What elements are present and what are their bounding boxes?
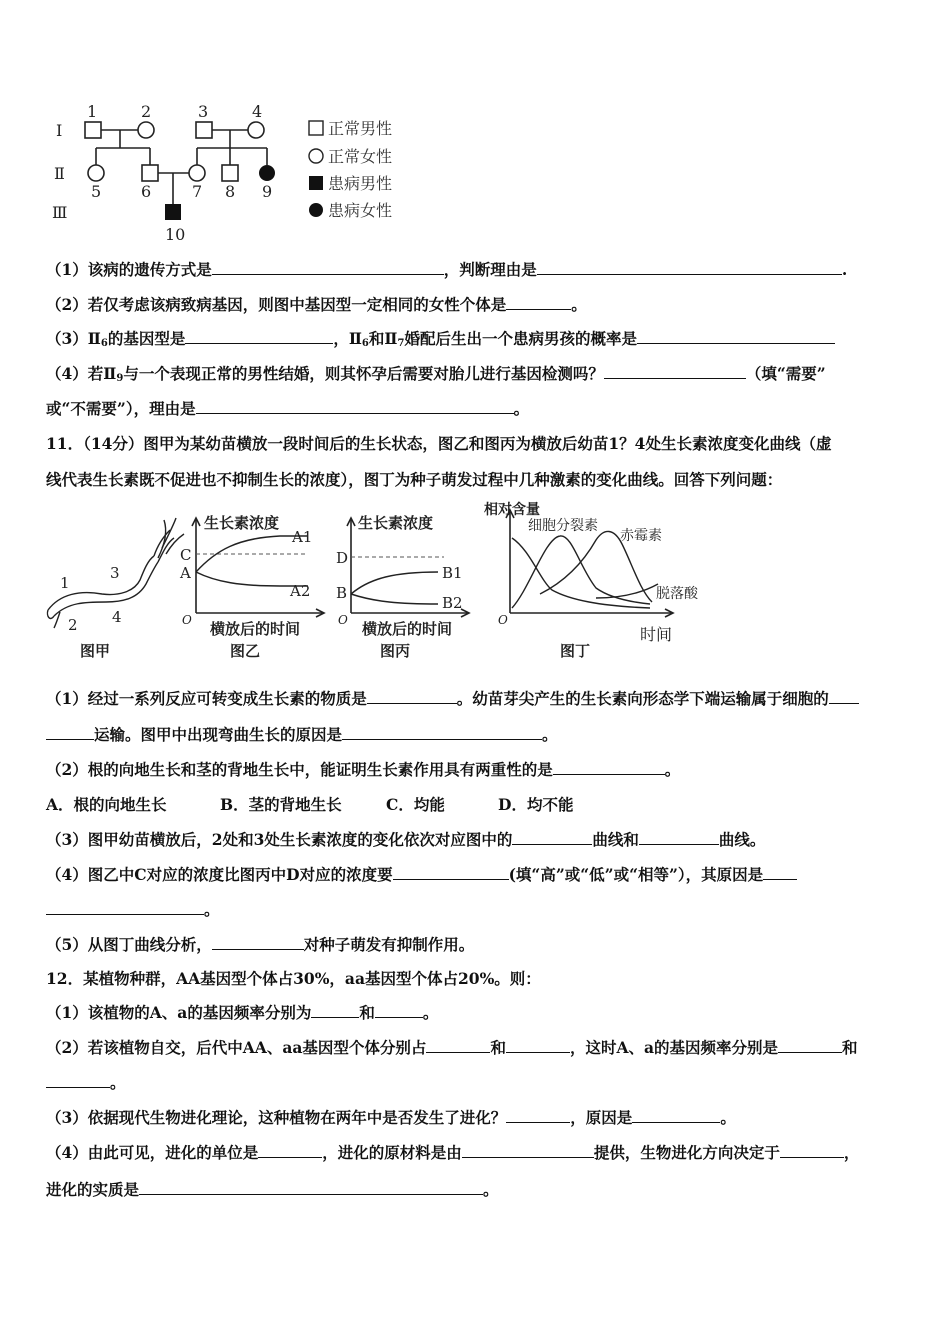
answer-blank bbox=[637, 328, 835, 344]
fig-ding-ylabel: 相对含量 bbox=[484, 502, 540, 518]
q11-part2 bbox=[46, 759, 906, 781]
individual-5-circle bbox=[88, 165, 104, 181]
answer-blank bbox=[196, 398, 514, 414]
fig-jia-label-4: 4 bbox=[112, 608, 122, 626]
legend-normal-male: 正常男性 bbox=[328, 119, 393, 138]
label-3: 3 bbox=[198, 102, 209, 121]
text: （2）根的向地生长和茎的背地生长中，能证明生长素作用具有两重性的是 bbox=[46, 760, 553, 779]
label-10: 10 bbox=[165, 225, 186, 244]
answer-blank bbox=[185, 328, 333, 344]
individual-10-square-affected bbox=[165, 204, 181, 220]
answer-blank bbox=[46, 899, 204, 915]
text: 。 bbox=[513, 399, 530, 418]
fig-yi-chart bbox=[179, 514, 324, 660]
text: （1）该植物的A、a的基因频率分别为 bbox=[46, 1003, 312, 1022]
q11-part4-cont bbox=[46, 899, 906, 921]
q10-part4 bbox=[46, 363, 906, 390]
answer-blank bbox=[604, 363, 746, 379]
text: 11．（14分）图甲为某幼苗横放一段时间后的生长状态，图乙和图丙为横放后幼苗1？4处生长素浓度变化曲线（虚 bbox=[46, 434, 832, 453]
answer-blank bbox=[553, 759, 665, 775]
text: 对种子萌发有抑制作用。 bbox=[303, 935, 475, 954]
fig-ding-label-gibberellin: 赤霉素 bbox=[620, 528, 662, 544]
answer-blank bbox=[462, 1142, 594, 1158]
fig-ding-origin: O bbox=[498, 613, 508, 627]
answer-blank bbox=[367, 688, 457, 704]
fig-bing-curve-b2 bbox=[351, 594, 438, 604]
fig-bing-label-b1: B1 bbox=[442, 564, 463, 582]
q12-part4 bbox=[46, 1142, 906, 1164]
pedigree-legend bbox=[309, 119, 392, 220]
q10-part2 bbox=[46, 294, 906, 316]
text: 和 bbox=[842, 1038, 858, 1057]
text: 。 bbox=[204, 900, 220, 919]
answer-blank bbox=[537, 259, 842, 275]
option-c[interactable]: C．均能 bbox=[386, 795, 445, 814]
text: 12．某植物种群，AA基因型个体占30%，aa基因型个体占20%。则： bbox=[46, 969, 541, 988]
individual-4-circle bbox=[248, 122, 264, 138]
subscript: 6 bbox=[361, 338, 369, 349]
text: （3）Ⅱ bbox=[46, 329, 101, 348]
fig-ding-label-cytokinin: 细胞分裂素 bbox=[528, 518, 598, 534]
text: 。 bbox=[664, 760, 681, 779]
q12-part2-cont bbox=[46, 1072, 906, 1094]
answer-blank bbox=[632, 1107, 720, 1123]
legend-normal-female: 正常女性 bbox=[328, 147, 393, 166]
individual-2-circle bbox=[138, 122, 154, 138]
label-1: 1 bbox=[87, 102, 98, 121]
answer-blank bbox=[342, 724, 542, 740]
text: 。 bbox=[422, 1003, 439, 1022]
text: 婚配后生出一个患病男孩的概率是 bbox=[404, 329, 637, 348]
fig-yi-origin: O bbox=[182, 613, 192, 627]
fig-ding-label-abscisic: 脱落酸 bbox=[656, 586, 698, 602]
q12-part4-cont bbox=[46, 1179, 906, 1201]
fig-yi-label-a2: A2 bbox=[290, 582, 311, 600]
fig-bing-label-d: D bbox=[336, 549, 349, 567]
q10-part4-cont bbox=[46, 398, 906, 420]
answer-blank bbox=[46, 1072, 110, 1088]
text: ， bbox=[843, 1143, 860, 1162]
answer-blank bbox=[426, 1037, 490, 1053]
answer-blank bbox=[46, 724, 94, 740]
q12-part1 bbox=[46, 1002, 906, 1024]
gen-label-2: Ⅱ bbox=[54, 164, 65, 183]
text: 和Ⅱ bbox=[368, 329, 398, 348]
pedigree-figure bbox=[40, 96, 440, 246]
text: 与一个表现正常的男性结婚，则其怀孕后需要对胎儿进行基因检测吗？ bbox=[123, 364, 604, 383]
fig-ding-chart bbox=[484, 501, 699, 660]
answer-blank bbox=[829, 688, 859, 704]
text: （1）该病的遗传方式是 bbox=[46, 260, 212, 279]
label-8: 8 bbox=[225, 182, 236, 201]
text: （5）从图丁曲线分析， bbox=[46, 935, 212, 954]
label-4: 4 bbox=[252, 102, 263, 121]
fig-jia-caption: 图甲 bbox=[80, 642, 111, 660]
fig-bing-xlabel: 横放后的时间 bbox=[362, 620, 453, 638]
text: 的基因型是 bbox=[107, 329, 186, 348]
text: 进化的实质是 bbox=[46, 1180, 140, 1199]
fig-bing-origin: O bbox=[338, 613, 348, 627]
text: ，进化的原材料是由 bbox=[322, 1143, 462, 1162]
text: 提供，生物进化方向决定于 bbox=[593, 1143, 780, 1162]
text: 。 bbox=[542, 725, 558, 744]
fig-yi-label-c: C bbox=[180, 546, 192, 564]
fig-bing-curve-b1 bbox=[351, 572, 438, 594]
text: 。 bbox=[110, 1073, 126, 1092]
answer-blank bbox=[506, 294, 571, 310]
individual-6-square bbox=[142, 165, 158, 181]
text: （填“需要” bbox=[745, 364, 826, 383]
individual-9-circle-affected bbox=[259, 165, 275, 181]
text: ，判断理由是 bbox=[443, 260, 537, 279]
text: 。 bbox=[720, 1108, 736, 1127]
text: （4）若Ⅱ bbox=[46, 364, 117, 383]
q11-options bbox=[46, 794, 906, 816]
fig-yi-ylabel: 生长素浓度 bbox=[204, 514, 280, 532]
fig-bing-label-b2: B2 bbox=[442, 594, 463, 612]
answer-blank bbox=[512, 829, 592, 845]
q11-part5 bbox=[46, 934, 906, 956]
individual-8-square bbox=[222, 165, 238, 181]
label-7: 7 bbox=[192, 182, 203, 201]
individual-3-square bbox=[196, 122, 212, 138]
fig-ding-curve-cytokinin-peak bbox=[512, 536, 650, 608]
text: （3）图甲幼苗横放后，2处和3处生长素浓度的变化依次对应图中的 bbox=[46, 830, 513, 849]
answer-blank bbox=[780, 1142, 844, 1158]
fig-jia-label-2: 2 bbox=[68, 616, 78, 634]
q11-part3 bbox=[46, 829, 906, 851]
legend-affected-female: 患病女性 bbox=[328, 201, 393, 220]
text: 和 bbox=[490, 1038, 506, 1057]
fig-ding-curve-abscisic bbox=[596, 584, 658, 598]
fig-yi-xlabel: 横放后的时间 bbox=[210, 620, 301, 638]
text: 或“不需要”），理由是 bbox=[46, 399, 196, 418]
text: （2）若仅考虑该病致病基因，则图中基因型一定相同的女性个体是 bbox=[46, 295, 507, 314]
fig-bing-chart bbox=[336, 514, 469, 660]
subscript: 7 bbox=[397, 338, 405, 349]
label-6: 6 bbox=[141, 182, 152, 201]
text: 运输。图甲中出现弯曲生长的原因是 bbox=[94, 725, 343, 744]
text: (填“高”或“低”或“相等”），其原因是 bbox=[508, 865, 764, 884]
text: 。 bbox=[571, 295, 587, 314]
option-a[interactable]: A．根的向地生长 bbox=[46, 795, 167, 814]
gen-label-3: Ⅲ bbox=[52, 203, 68, 222]
answer-blank bbox=[311, 1002, 359, 1018]
fig-yi-caption: 图乙 bbox=[230, 642, 261, 660]
text: （4）由此可见，进化的单位是 bbox=[46, 1143, 259, 1162]
answer-blank bbox=[639, 829, 719, 845]
answer-blank bbox=[375, 1002, 423, 1018]
text: 。 bbox=[483, 1180, 499, 1199]
fig-yi-label-a: A bbox=[180, 564, 191, 582]
answer-blank bbox=[778, 1037, 842, 1053]
q10-part3 bbox=[46, 328, 906, 355]
q11-figures bbox=[40, 498, 740, 670]
text: 曲线。 bbox=[718, 830, 766, 849]
subscript: 6 bbox=[100, 338, 108, 349]
text: （1）经过一系列反应可转变成生长素的物质是 bbox=[46, 689, 367, 708]
fig-ding-caption: 图丁 bbox=[560, 642, 591, 660]
fig-bing-label-b: B bbox=[336, 584, 348, 602]
individual-7-circle bbox=[189, 165, 205, 181]
answer-blank bbox=[212, 934, 304, 950]
fig-jia-label-3: 3 bbox=[110, 564, 120, 582]
text: （2）若该植物自交，后代中AA、aa基因型个体分别占 bbox=[46, 1038, 427, 1057]
fig-jia-label-1: 1 bbox=[60, 574, 70, 592]
text: （4）图乙中C对应的浓度比图丙中D对应的浓度要 bbox=[46, 865, 393, 884]
option-d[interactable]: D．均不能 bbox=[498, 795, 574, 814]
answer-blank bbox=[258, 1142, 322, 1158]
label-2: 2 bbox=[141, 102, 152, 121]
answer-blank bbox=[393, 864, 509, 880]
fig-yi-label-a1: A1 bbox=[292, 528, 313, 546]
answer-blank bbox=[506, 1107, 570, 1123]
answer-blank bbox=[139, 1179, 483, 1195]
answer-blank bbox=[763, 864, 797, 880]
text: ，原因是 bbox=[570, 1108, 633, 1127]
q12-part3 bbox=[46, 1107, 906, 1129]
individual-1-square bbox=[85, 122, 101, 138]
answer-blank bbox=[212, 259, 444, 275]
text: 和 bbox=[359, 1003, 375, 1022]
q11-part1-cont bbox=[46, 724, 906, 746]
q11-stem-1 bbox=[46, 433, 906, 455]
text: ，Ⅱ bbox=[333, 329, 362, 348]
gen-label-1: Ⅰ bbox=[56, 121, 63, 140]
fig-ding-xlabel: 时间 bbox=[640, 625, 673, 644]
q12-stem bbox=[46, 968, 906, 990]
text: 曲线和 bbox=[592, 830, 639, 849]
text: ，这时A、a的基因频率分别是 bbox=[569, 1038, 779, 1057]
q11-part4 bbox=[46, 864, 906, 886]
text: 线代表生长素既不促进也不抑制生长的浓度），图丁为种子萌发过程中几种激素的变化曲线。回答下列问题： bbox=[46, 470, 783, 489]
subscript: 9 bbox=[116, 373, 124, 384]
q10-part1 bbox=[46, 259, 906, 281]
q12-part2 bbox=[46, 1037, 906, 1059]
label-5: 5 bbox=[91, 182, 102, 201]
q11-stem-2 bbox=[46, 469, 906, 491]
label-9: 9 bbox=[262, 182, 273, 201]
option-b[interactable]: B．茎的背地生长 bbox=[220, 795, 342, 814]
text: . bbox=[841, 260, 848, 279]
q11-part1 bbox=[46, 688, 906, 710]
text: 。幼苗芽尖产生的生长素向形态学下端运输属于细胞的 bbox=[456, 689, 829, 708]
text: （3）依据现代生物进化理论，这种植物在两年中是否发生了进化？ bbox=[46, 1108, 507, 1127]
legend-affected-male: 患病男性 bbox=[328, 174, 393, 193]
fig-bing-caption: 图丙 bbox=[380, 642, 411, 660]
answer-blank bbox=[506, 1037, 570, 1053]
fig-bing-ylabel: 生长素浓度 bbox=[358, 514, 434, 532]
